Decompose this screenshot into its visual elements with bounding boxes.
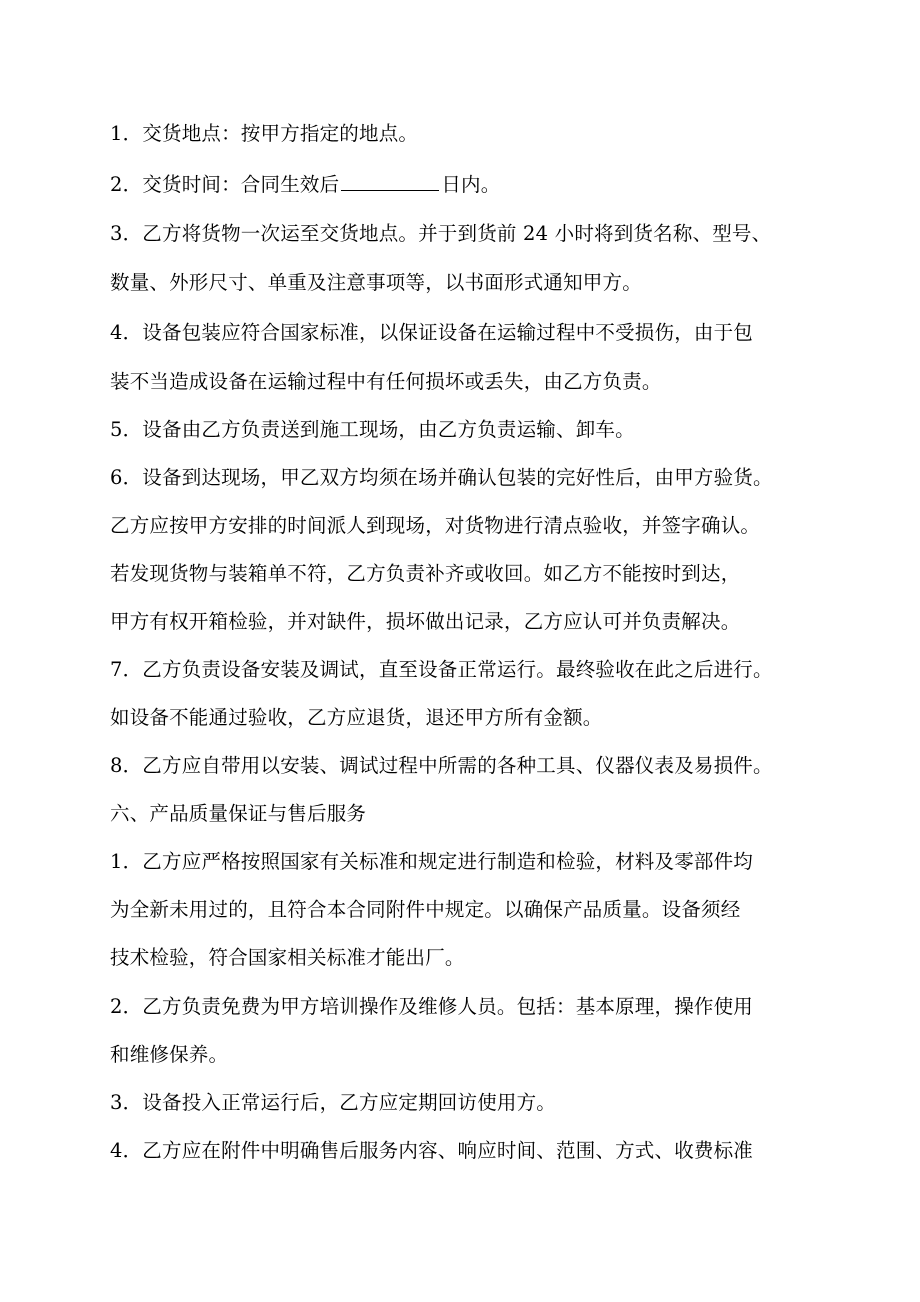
clause-6-line-3: 若发现货物与装箱单不符，乙方负责补齐或收回。如乙方不能按时到达，	[110, 562, 741, 585]
clause-4-line-1: 4．设备包装应符合国家标准，以保证设备在运输过程中不受损伤，由于包	[110, 321, 754, 344]
section-heading-quality-service: 六、产品质量保证与售后服务	[110, 802, 367, 825]
quality-clause-1-line-2: 为全新未用过的，且符合本合同附件中规定。以确保产品质量。设备须经	[110, 898, 741, 921]
quality-clause-1-line-3: 技术检验，符合国家相关标准才能出厂。	[110, 946, 465, 969]
clause-6-line-2: 乙方应按甲方安排的时间派人到现场，对货物进行清点验收，并签字确认。	[110, 514, 761, 537]
clause-6-line-4: 甲方有权开箱检验，并对缺件，损坏做出记录，乙方应认可并负责解决。	[110, 610, 741, 633]
quality-clause-1-line-1: 1．乙方应严格按照国家有关标准和规定进行制造和检验，材料及零部件均	[110, 850, 754, 873]
quality-clause-4: 4．乙方应在附件中明确售后服务内容、响应时间、范围、方式、收费标准	[110, 1139, 754, 1162]
quality-clause-2-line-1: 2．乙方负责免费为甲方培训操作及维修人员。包括：基本原理，操作使用	[110, 995, 754, 1018]
clause-4-line-2: 装不当造成设备在运输过程中有任何损坏或丢失，由乙方负责。	[110, 370, 662, 393]
clause-7-line-1: 7．乙方负责设备安装及调试，直至设备正常运行。最终验收在此之后进行。	[110, 658, 773, 681]
clause-8: 8．乙方应自带用以安装、调试过程中所需的各种工具、仪器仪表及易损件。	[110, 754, 773, 777]
quality-clause-2-line-2: 和维修保养。	[110, 1043, 229, 1066]
clause-delivery-location: 1．交货地点：按甲方指定的地点。	[110, 122, 419, 145]
clause-7-line-2: 如设备不能通过验收，乙方应退货，退还甲方所有金额。	[110, 706, 603, 729]
clause-delivery-time	[110, 172, 500, 197]
clause-delivery-time-text: 2．交货时间：合同生效后	[110, 173, 340, 196]
clause-5: 5．设备由乙方负责送到施工现场，由乙方负责运输、卸车。	[110, 418, 635, 441]
clause-delivery-time-suffix: 日内。	[441, 173, 501, 196]
fill-in-blank-days	[341, 172, 439, 191]
clause-3-line-2: 数量、外形尺寸、单重及注意事项等，以书面形式通知甲方。	[110, 271, 642, 294]
clause-3-line-1: 3．乙方将货物一次运至交货地点。并于到货前 24 小时将到货名称、型号、	[110, 222, 772, 245]
quality-clause-3: 3．设备投入正常运行后，乙方应定期回访使用方。	[110, 1091, 557, 1114]
clause-6-line-1: 6．设备到达现场，甲乙双方均须在场并确认包装的完好性后，由甲方验货。	[110, 466, 773, 489]
